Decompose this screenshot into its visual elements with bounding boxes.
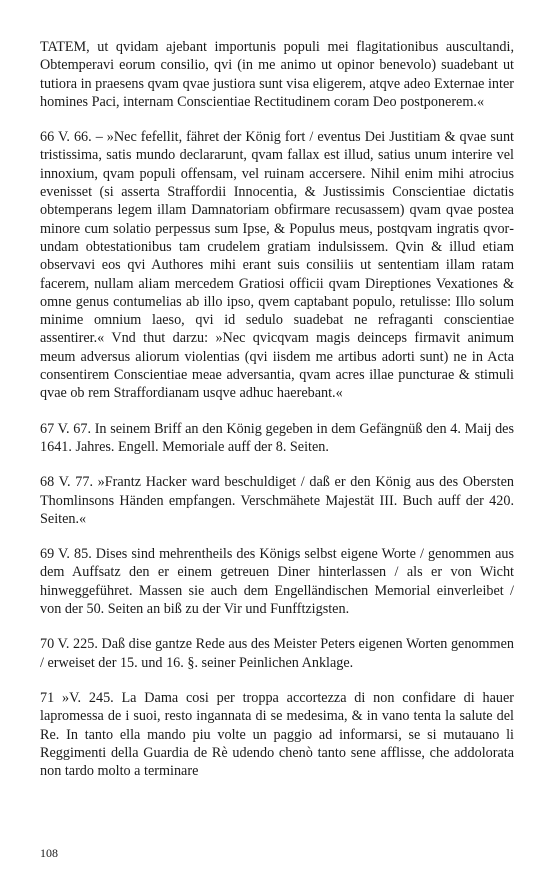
paragraph-continuation: TATEM, ut qvidam ajebant importunis populi mei flagitationibus auscultandi, Obtemperavi eorum consilio, qvi (in me animo ut opinor benevolo) suadebant ut tutiora in praesens qvam qvae justiora sunt visa eligerem, atqve adeo Externae inter homines Paci, internam Conscientiae Rectitudinem coram Deo postponerem.« <box>40 39 514 110</box>
page-number: 108 <box>40 846 58 860</box>
note-66: 66 V. 66. – »Nec fefellit, fähret der König fort / eventus Dei Justitiam & qvae sunt tristissima, satis mundo declararunt, qvam fallax est illud, satius unum interire vel innoxium, qvam populi offensam, vel ruinam accersere. Nihil enim mihi atrocius evenisset (si asserta Straffordii Innocentia, & Justissimis Conscientiae dictatis obtemperans legem illam Damnatoriam obfirmare recusassem) qvam qvae postea minore cum solatio perpessus sum Ipse, & Populus meus, postqvam ingratis qvorundam obtestationibus tam crudelem gratiam indulsissem. Qvin & illud etiam observavi eos qvi Authores mihi erant suis consiliis ut sententiam illam ratam facerem, nullam aliam mercedem Gratiosi officii qvam Direptiones Vexationes & omne genus contumelias ab illo ipso, qvem captabant populo, retulisse: Illo solum minime omnium laeso, qvi id sedulo suadebat ne refraganti conscientiae assentirer.« Vnd thut darzu: »Nec qvicqvam magis deinceps firmavit animum meum adversus aliorum violentias (qvi iisdem me artibus adorti sunt) ne in Acta consentirem Conscientiae meae adversantia, qvam acres illae puncturae & stimuli qvae ob rem Straffordianam usqve adhuc haerebant.« <box>40 129 514 402</box>
note-69: 69 V. 85. Dises sind mehrentheils des Königs selbst eigene Worte / genommen aus dem Auffsatz den er einem getreuen Diner hinterlassen / als er von Wicht hinweggeführet. Massen sie auch dem Engelländischen Memorial einverleibet / von der 50. Seiten an biß zu der Vir und Funfftzigsten. <box>40 546 514 618</box>
page-body <box>40 38 514 797</box>
note-70: 70 V. 225. Daß dise gantze Rede aus des Meister Peters eigenen Worten genommen / erweiset der 15. und 16. §. seiner Peinlichen Anklage. <box>40 636 514 671</box>
note-67: 67 V. 67. In seinem Briff an den König gegeben in dem Gefängnüß den 4. Maij des 1641. Jahres. Engell. Memoriale auff der 8. Seiten. <box>40 420 514 455</box>
note-68: 68 V. 77. »Frantz Hacker ward beschuldiget / daß er den König aus des Obersten Thomlinsons Händen empfangen. Verschmähete Majestät III. Buch auff der 420. Seiten.« <box>40 474 514 527</box>
note-71: 71 »V. 245. La Dama cosi per troppa accortezza di non confidare di hauer lapromessa de i suoi, resto ingannata di se medesima, & in vano tenta la salute del Re. In tanto ella mando piu volte un paggio ad informarsi, se si mutauano li Reggimenti della Guardia de Rè udendo chenò tanto sene afflisse, che addolorata non tardo molto a terminare <box>40 689 514 780</box>
